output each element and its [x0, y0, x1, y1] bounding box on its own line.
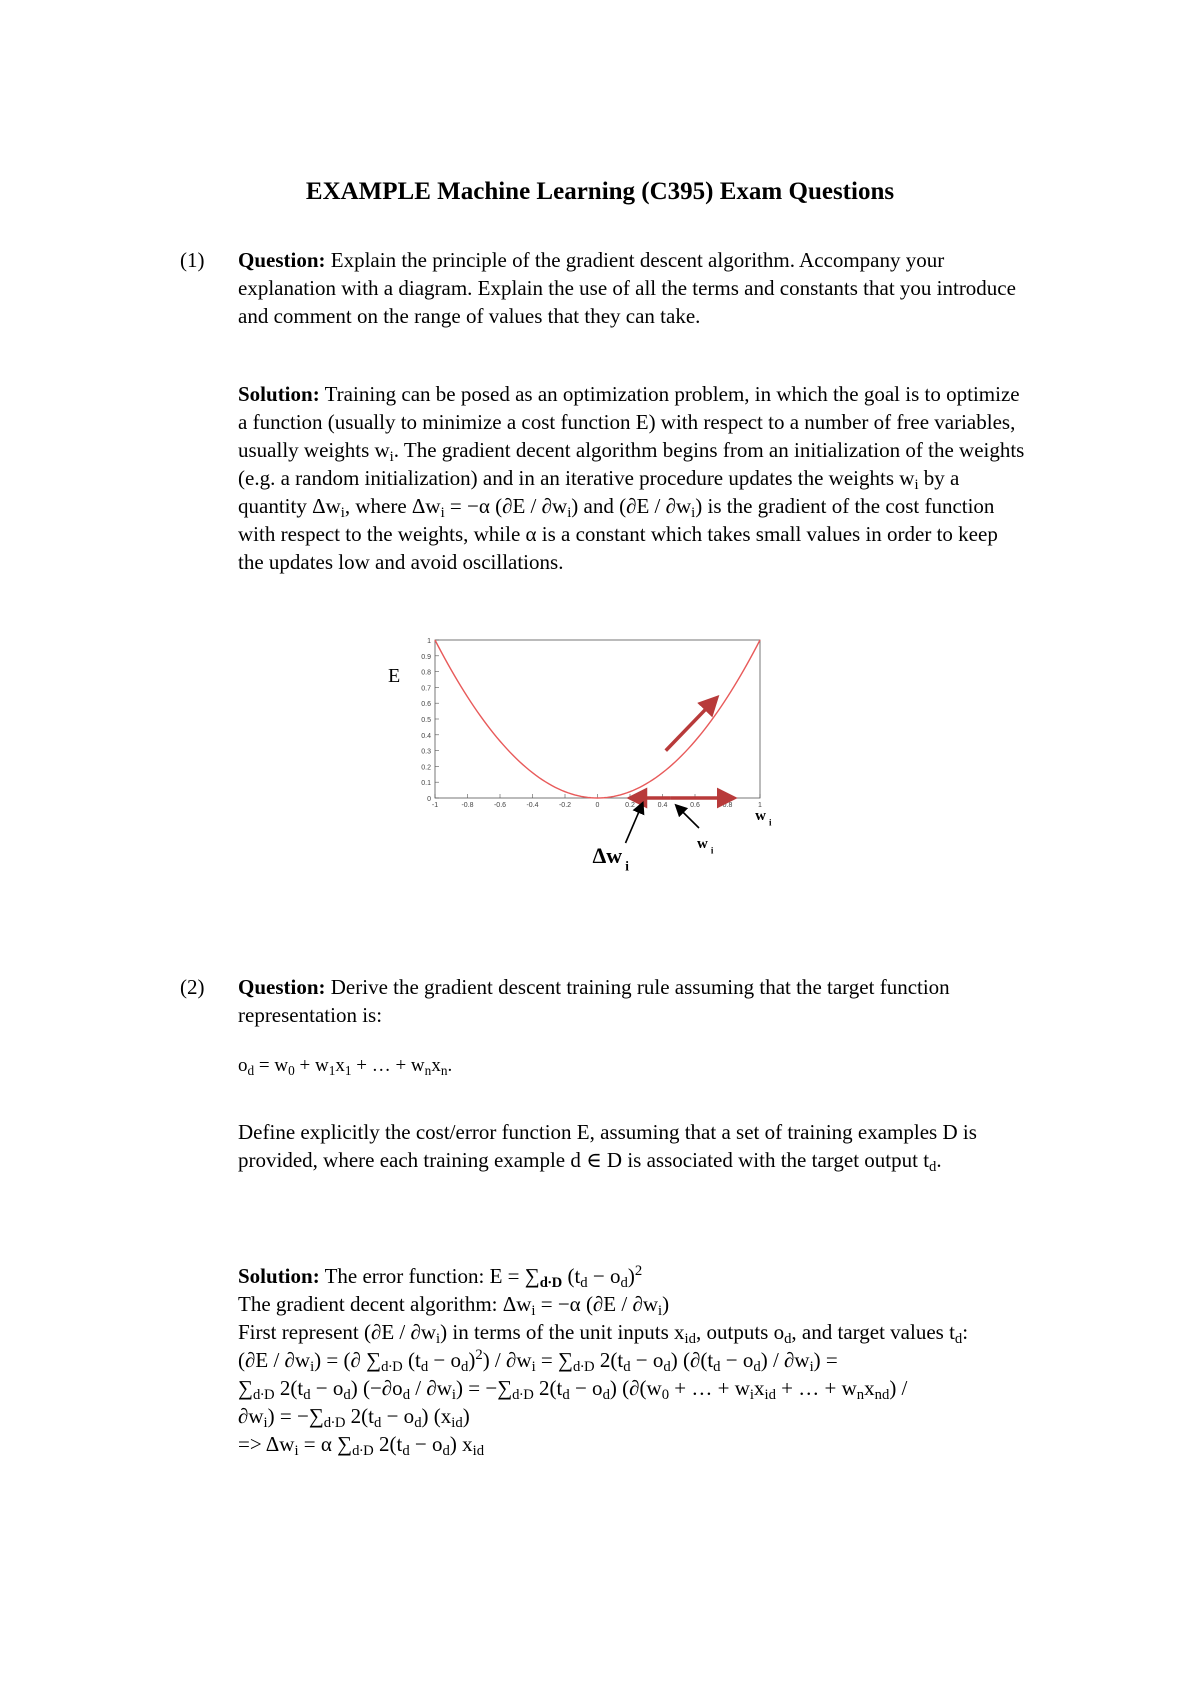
sol-2-line-2: The gradient decent algorithm: Δw: [238, 1292, 532, 1316]
eq-end: .: [447, 1055, 453, 1076]
delta-w-label: Δw $_i$: [592, 843, 629, 874]
solution-1-text-4: , where Δw: [344, 494, 441, 518]
eq-sub-1: 1: [328, 1063, 336, 1078]
x-tick-label: -0.2: [558, 802, 572, 809]
y-tick-label: 0: [427, 796, 431, 803]
gradient-descent-chart: [380, 630, 810, 890]
axis-w-label: w $_i$: [755, 808, 772, 828]
solution-1-text-5: = −α (∂E / ∂w: [444, 494, 568, 518]
y-tick-label: 0.4: [421, 732, 431, 740]
solution-2-block: Solution: The error function: $E = \sum_{d\cdot D}$ $(t_d - o_d)^2$ The gradient decent algorithm: $\Delta w_i = -\alpha$ $(\partial E / \partial w_i)$ First represent $(\partial E / \partial w_i)$ in terms of the unit inputs $x_{id}$, outputs $o_d$, and target values $t_d$: $(\partial E / \partial w_i)$ = (∂ $\sum_{d\cdot D}$ $(t_d - o_d)^2) / \partial w_i = \sum_{d\cdot D}$ $2(t_d - o_d) (\partial(t_d - o_d) / \partial w_i)$ = $\sum_{d\cdot D}$ $2(t_d - o_d)$ $(-\partial o_d / \partial w_i) = -\sum_{d\cdot D}$ $2(t_d - o_d) (\partial(w_0$ + … + $w_ix_{id}$ + … + $w_nx_{nd}$) / $\partial w_i) = -\sum_{d\cdot D}$ $2(t_d - o_d)$ $(x_{id})$ => $\Delta w_i = \alpha$ $\sum_{d\cdot D}$ $2(t_d - o_d)$ $x_{id}$: [238, 1263, 969, 1459]
sol-2-line-3a: First represent (∂E / ∂w: [238, 1320, 437, 1344]
solution-1-text-7: ) is the gradient of the cost function with respect to the weights, while α is a constant which takes small values in order to keep the updates low and avoid oscillations.: [238, 494, 998, 574]
eq-part: x: [335, 1055, 345, 1076]
solution-1-block: [238, 380, 1028, 576]
sub-i: i: [340, 505, 345, 521]
sol-2-line-4a: (∂E / ∂w: [238, 1348, 311, 1372]
sol-2-line-3d: , and target values t: [791, 1320, 955, 1344]
x-tick-label: -1: [431, 802, 439, 809]
question-1-block: [238, 246, 1043, 330]
y-tick-label: 0.9: [421, 653, 431, 661]
question-2-label: Question:: [238, 975, 326, 999]
eq-part: x: [431, 1055, 441, 1076]
y-tick-label: 0.7: [421, 685, 431, 693]
eq-part: + … + w: [351, 1055, 425, 1076]
y-tick-label: 0.2: [421, 764, 431, 772]
eq-sub-0: 0: [288, 1063, 295, 1078]
w-pointer: [677, 806, 699, 828]
sub-i: i: [440, 505, 445, 521]
w-label: w $_i$: [697, 836, 714, 856]
x-tick-label: 0.2: [625, 802, 635, 809]
sol-2-line-7a: => Δw: [238, 1432, 295, 1456]
question-1-label: Question:: [238, 248, 326, 272]
y-tick-label: 0.1: [421, 780, 431, 788]
question-2-text: Derive the gradient descent training rule assuming that the target function representation is:: [238, 975, 950, 1027]
eq-sub-1: 1: [344, 1063, 352, 1078]
sol-2-line-3c: , outputs o: [695, 1320, 785, 1344]
question-1-text: Explain the principle of the gradient descent algorithm. Accompany your explanation with a diagram. Explain the use of all the terms and constants that you introduce and comment on the range of values that they can take.: [238, 248, 1016, 328]
y-tick-label: 0.6: [421, 701, 431, 709]
x-tick-label: -0.8: [461, 802, 474, 809]
plot-frame: [435, 640, 760, 798]
solution-2-label: Solution:: [238, 1264, 320, 1288]
eq-part: + w: [294, 1055, 329, 1076]
x-tick-label: 0.4: [657, 802, 668, 809]
x-tick-label: 1: [758, 802, 762, 809]
delta-w-pointer: [626, 804, 643, 843]
sol-2-line-3b: ) in terms of the unit inputs x: [440, 1320, 685, 1344]
sub-i: i: [691, 505, 696, 521]
y-tick-label: 1: [427, 638, 431, 645]
question-2-block: [238, 973, 1028, 1029]
page-title: EXAMPLE Machine Learning (C395) Exam Questions: [305, 178, 895, 205]
y-axis-label: E: [388, 665, 401, 687]
solution-1-text-2: . The gradient decent algorithm begins from an initialization of the weights (e.g. a random initialization) and in an iterative procedure updates the weights w: [238, 438, 1025, 490]
eq-sub-n: n: [424, 1063, 432, 1078]
define-text: Define explicitly the cost/error function E, assuming that a set of training examples D is provided, where each training example d ∈ D is associated with the target output t: [238, 1120, 977, 1172]
define-sub: d: [929, 1159, 937, 1175]
x-tick-label: -0.4: [526, 802, 539, 809]
sol-2-line-1: The error function: E = ∑: [324, 1264, 540, 1288]
target-function-equation: [238, 1055, 452, 1077]
solution-1-text-3: by a quantity Δw: [238, 466, 960, 518]
eq-sub-n: n: [440, 1063, 448, 1078]
x-tick-label: 0: [595, 802, 600, 809]
solution-1-text-1: Training can be posed as an optimization problem, in which the goal is to optimize a function (usually to minimize a cost function E) with respect to a number of free variables, usually weights w: [238, 382, 1020, 462]
eq-sub-d: d: [247, 1063, 255, 1078]
plot-area: [421, 638, 772, 874]
define-block: [238, 1118, 1028, 1174]
x-tick-label: -0.6: [493, 802, 507, 809]
x-tick-label: 0.6: [690, 802, 700, 809]
question-2-number: (2): [180, 975, 205, 999]
eq-o: o: [238, 1055, 248, 1076]
question-1-number: (1): [180, 248, 205, 272]
y-tick-label: 0.5: [421, 717, 431, 724]
eq-part: = w: [254, 1055, 289, 1076]
define-end: .: [936, 1148, 942, 1172]
sub-i: i: [389, 449, 394, 465]
solution-1-text-6: ) and (∂E / ∂w: [571, 494, 692, 518]
solution-1-label: Solution:: [238, 382, 320, 406]
sub-i: i: [567, 505, 572, 521]
sub-i: i: [914, 477, 919, 493]
sol-2-line-5a: ∑: [238, 1376, 253, 1400]
x-tick-label: 0.8: [722, 802, 733, 809]
y-tick-label: 0.3: [421, 748, 431, 756]
y-tick-label: 0.8: [421, 669, 431, 677]
sol-2-line-6a: ∂w: [238, 1404, 264, 1428]
